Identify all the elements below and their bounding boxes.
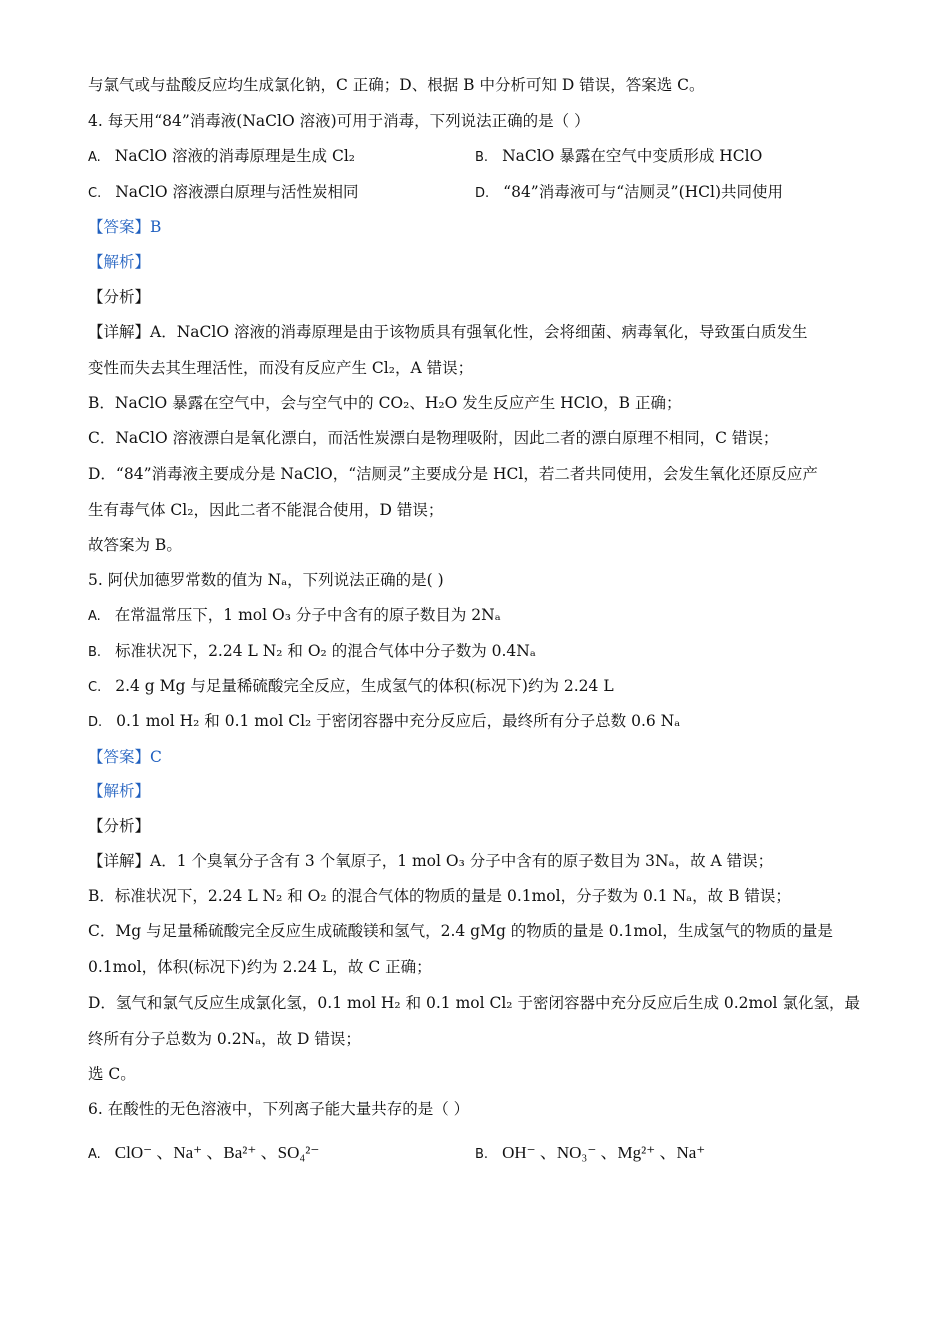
question-4-stem: 4. 每天用“84”消毒液(NaClO 溶液)可用于消毒，下列说法正确的是（ ） xyxy=(88,112,590,130)
q5-option-d: 0.1 mol H₂ 和 0.1 mol Cl₂ 于密闭容器中充分反应后，最终所有分子总数 0.6 Nₐ xyxy=(116,712,681,730)
option-letter: B. xyxy=(88,645,102,660)
option-letter: C. xyxy=(88,680,102,695)
q5-option-row xyxy=(88,710,878,734)
q5-explanation-line: B．标准状况下，2.24 L N₂ 和 O₂ 的混合气体的物质的量是 0.1mol，分子数为 0.1 Nₐ，故 B 错误； xyxy=(88,887,791,905)
option-letter: B. xyxy=(475,1147,489,1162)
q4-conclusion: 故答案为 B。 xyxy=(88,536,182,554)
q4-explanation-line: 【详解】A．NaClO 溶液的消毒原理是由于该物质具有强氧化性，会将细菌、病毒氧化，导致蛋白质发生 xyxy=(88,323,808,341)
q4-answer: 【答案】B xyxy=(88,218,162,236)
q6-option-a: ClO⁻ 、Na⁺ 、Ba²⁺ 、SO₄²⁻ xyxy=(114,1143,320,1162)
q5-option-row xyxy=(88,675,878,699)
q5-jiexi-label: 【解析】 xyxy=(88,782,151,800)
option-letter: B. xyxy=(475,150,489,165)
q5-option-row xyxy=(88,604,878,628)
q5-option-c: 2.4 g Mg 与足量稀硫酸完全反应，生成氢气的体积(标况下)约为 2.24 L xyxy=(115,677,614,695)
q5-explanation-line: 终所有分子总数为 0.2Nₐ，故 D 错误； xyxy=(88,1030,361,1048)
q4-jiexi-label: 【解析】 xyxy=(88,253,151,271)
q5-conclusion: 选 C。 xyxy=(88,1065,136,1083)
q4-explanation-line: 变性而失去其生理活性，而没有反应产生 Cl₂，A 错误； xyxy=(88,359,474,377)
q4-option-c: NaClO 溶液漂白原理与活性炭相同 xyxy=(115,183,359,201)
option-letter: D. xyxy=(475,186,490,201)
q4-explanation-line: C．NaClO 溶液漂白是氧化漂白，而活性炭漂白是物理吸附，因此二者的漂白原理不相同，C 错误； xyxy=(88,429,779,447)
q5-explanation-line: 【详解】A．1 个臭氧分子含有 3 个氧原子，1 mol O₃ 分子中含有的原子数目为 3Nₐ，故 A 错误； xyxy=(88,852,774,870)
option-letter: A. xyxy=(88,1147,101,1162)
q5-explanation-line: D．氢气和氯气反应生成氯化氢，0.1 mol H₂ 和 0.1 mol Cl₂ 于密闭容器中充分反应后生成 0.2mol 氯化氢，最 xyxy=(88,994,860,1012)
q4-explanation-line: B．NaClO 暴露在空气中，会与空气中的 CO₂、H₂O 发生反应产生 HClO，B 正确； xyxy=(88,394,682,412)
text-line: 与氯气或与盐酸反应均生成氯化钠，C 正确；D、根据 B 中分析可知 D 错误，答案选 C。 xyxy=(88,76,705,94)
q4-option-d: “84”消毒液可与“洁厕灵”(HCl)共同使用 xyxy=(503,183,784,201)
question-5-stem: 5. 阿伏加德罗常数的值为 Nₐ，下列说法正确的是( ) xyxy=(88,571,444,589)
q5-option-b: 标准状况下，2.24 L N₂ 和 O₂ 的混合气体中分子数为 0.4Nₐ xyxy=(115,642,536,660)
option-letter: C. xyxy=(88,186,102,201)
q4-explanation-line: 生有毒气体 Cl₂，因此二者不能混合使用，D 错误； xyxy=(88,501,444,519)
q5-option-a: 在常温常压下，1 mol O₃ 分子中含有的原子数目为 2Nₐ xyxy=(114,606,501,624)
q5-explanation-line: C．Mg 与足量稀硫酸完全反应生成硫酸镁和氢气，2.4 gMg 的物质的量是 0.1mol，生成氢气的物质的量是 xyxy=(88,922,833,940)
option-letter: A. xyxy=(88,150,101,165)
q6-option-b: OH⁻ 、NO₃⁻ 、Mg²⁺ 、Na⁺ xyxy=(502,1143,706,1162)
q5-option-row xyxy=(88,640,878,664)
q4-options-row-2 xyxy=(88,181,878,205)
q4-option-b: NaClO 暴露在空气中变质形成 HClO xyxy=(502,147,763,165)
q5-explanation-line: 0.1mol，体积(标况下)约为 2.24 L，故 C 正确； xyxy=(88,958,432,976)
q4-explanation-line: D．“84”消毒液主要成分是 NaClO，“洁厕灵”主要成分是 HCl，若二者共同使用，会发生氧化还原反应产 xyxy=(88,465,818,483)
q6-options-row xyxy=(88,1142,878,1166)
q5-answer: 【答案】C xyxy=(88,748,162,766)
option-letter: A. xyxy=(88,609,101,624)
question-6-stem: 6. 在酸性的无色溶液中，下列离子能大量共存的是（ ） xyxy=(88,1100,470,1118)
q5-fenxi-label: 【分析】 xyxy=(88,817,151,835)
q4-option-a: NaClO 溶液的消毒原理是生成 Cl₂ xyxy=(114,147,356,165)
option-letter: D. xyxy=(88,715,103,730)
q4-fenxi-label: 【分析】 xyxy=(88,288,151,306)
q4-options-row-1 xyxy=(88,145,878,169)
